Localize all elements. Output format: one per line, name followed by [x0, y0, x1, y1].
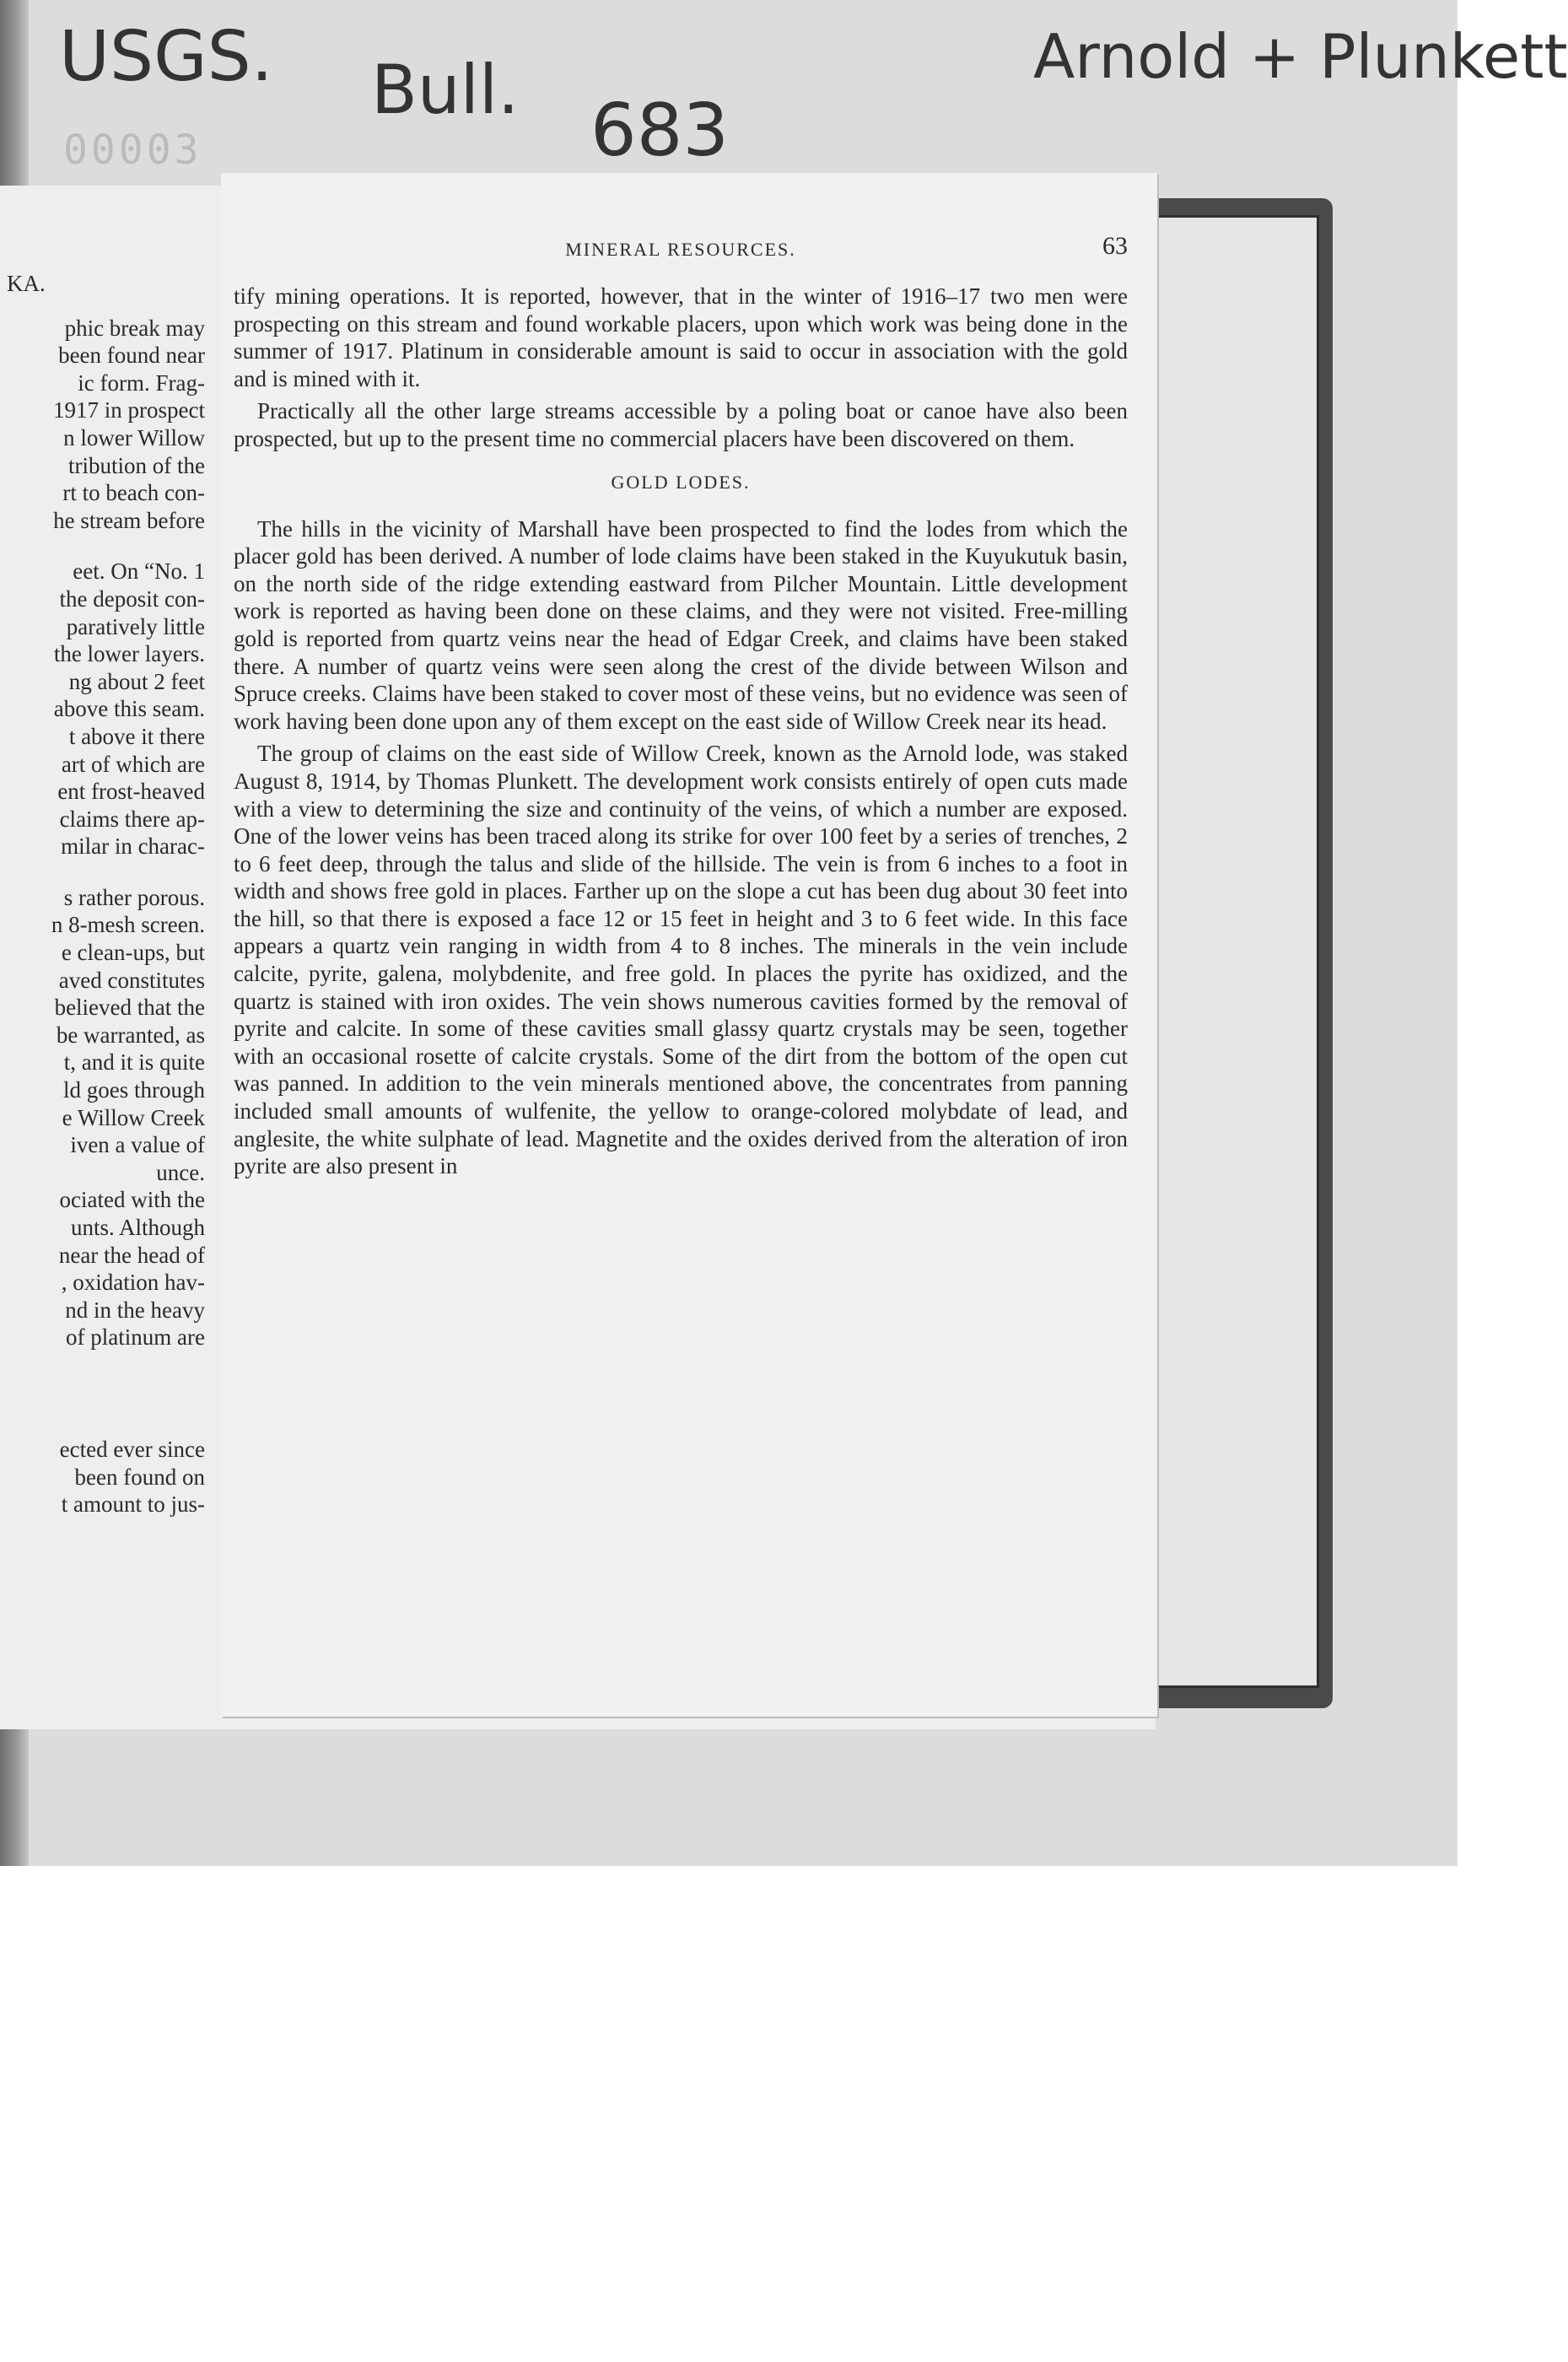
left-page-line: tribution of the [68, 452, 205, 478]
left-page-lines [7, 315, 205, 1518]
left-page-line: the deposit con- [59, 585, 205, 612]
left-page-line: nd in the heavy [65, 1297, 205, 1323]
left-page-line: ociated with the [59, 1187, 205, 1213]
left-page-line: the lower layers. [53, 641, 205, 667]
running-title: MINERAL RESOURCES. [565, 239, 796, 260]
page-number: 63 [1102, 232, 1128, 260]
left-page-line: near the head of [58, 1242, 205, 1268]
left-page-line: ic form. Frag- [78, 369, 205, 396]
handwritten-note: Arnold + Plunkett [1033, 21, 1568, 92]
left-page-line: ld goes through [63, 1077, 205, 1103]
left-page-gap [7, 534, 205, 558]
paragraph: The group of claims on the east side of Willow Creek, known as the Arnold lode, was staked August 8, 1914, by Thomas Plunkett. The development work consists entirely of open cuts made with a view to determining the size and continuity of the veins, of which a number are exposed. One of the lower veins has been traced along its strike for over 100 feet by a series of trenches, 2 to 6 feet deep, through the talus and slide of the hillside. The vein is from 6 inches to a foot in width and shows free gold in places. Farther up on the slope a cut has been dug about 30 feet into the hill, so that there is exposed a face 12 or 15 feet in height and 3 to 6 feet wide. In this face appears a quartz vein ranging in width from 4 to 8 inches. The minerals in the vein include calcite, pyrite, galena, molybdenite, and free gold. In places the pyrite has oxidized, and the quartz is stained with iron oxides. The vein shows numerous cavities formed by the removal of pyrite and calcite. In some of these cavities small glassy quartz crystals may be seen, together with an occasional rosette of calcite crystals. Some of the dirt from the bottom of the open cut was panned. In addition to the vein minerals mentioned above, the concentrates from panning included small amounts of wulfenite, the yellow to orange-colored molybdate of lead, and anglesite, the white sulphate of lead. Magnetite and the oxides derived from the alteration of iron pyrite are also present in [234, 741, 1128, 1179]
left-page-line: milar in charac- [61, 833, 205, 860]
left-page-line: s rather porous. [63, 884, 205, 910]
left-page-line: e clean-ups, but [61, 940, 205, 966]
left-page-gap [7, 1351, 205, 1436]
left-page-line: he stream before [53, 507, 205, 533]
section-heading: GOLD LODES. [611, 471, 751, 493]
left-page-line: unts. Although [70, 1215, 205, 1240]
left-page-line: , oxidation hav- [61, 1270, 205, 1296]
left-page-line: 1917 in prospect [53, 397, 205, 423]
left-page-line: aved constitutes [58, 967, 205, 993]
left-page-line: be warranted, as [56, 1022, 205, 1048]
left-page-line: e Willow Creek [62, 1104, 205, 1130]
left-page-line: t, and it is quite [63, 1049, 205, 1076]
left-page-line: been found near [58, 342, 205, 369]
main-page [221, 173, 1157, 1717]
main-page-content [234, 232, 1128, 1180]
left-page-line: t amount to jus- [61, 1491, 205, 1518]
left-page-line: unce. [156, 1159, 205, 1185]
left-page-line: of platinum are [66, 1324, 205, 1351]
left-page-text [7, 270, 205, 1518]
left-page-line: ent frost-heaved [57, 779, 205, 805]
paragraph: The hills in the vicinity of Marshall have been prospected to find the lodes from which the placer gold has been derived. A number of lode claims have been staked in the Kuyukutuk basin, on the north side of the ridge extending eastward from Pilcher Mountain. Little development work is reported as having been done on these claims, and they were not visited. Free-milling gold is reported from quartz veins near the head of Edgar Creek, and claims have been staked there. A number of quartz veins were seen along the crest of the divide between Wilson and Spruce creeks. Claims have been staked to cover most of these veins, but no evidence was seen of work having been done upon any of them except on the east side of Willow Creek near its head. [234, 515, 1128, 734]
left-page-line: t above it there [68, 723, 205, 749]
left-page-line: claims there ap- [59, 806, 205, 832]
left-page-line: art of which are [61, 751, 205, 777]
paragraph: tify mining operations. It is reported, however, that in the winter of 1916–17 two men were prospecting on this stream and found workable placers, upon which work was being done in the summer of 1917. Platinum in considerable amount is said to occur in association with the gold and is mined with it. [234, 283, 1128, 391]
left-page-line: rt to beach con- [62, 480, 205, 506]
left-page-line: been found on [74, 1464, 205, 1490]
running-head [234, 232, 1128, 272]
left-page-header: KA. [7, 271, 46, 296]
left-page-line: n lower Willow [63, 424, 205, 450]
left-page-gap [7, 860, 205, 884]
left-page-line: iven a value of [70, 1132, 205, 1158]
left-page-line: ng about 2 feet [68, 668, 205, 694]
left-page-line: paratively little [66, 613, 205, 639]
handwritten-bulletin-number: 683 [590, 89, 730, 173]
paragraph: Practically all the other large streams accessible by a poling boat or canoe have also been prospected, but up to the present time no commercial placers have been discovered on them. [234, 398, 1128, 451]
left-page-line: eet. On “No. 1 [73, 558, 205, 585]
left-page-line: believed that the [54, 995, 205, 1021]
book-back-page [1145, 215, 1319, 1688]
left-page-line: phic break may [64, 315, 205, 341]
left-page-line: above this seam. [53, 696, 205, 722]
left-page-line: n 8-mesh screen. [51, 912, 205, 938]
handwritten-series: USGS. [59, 17, 273, 97]
left-page-line: ected ever since [59, 1436, 205, 1462]
faint-stamp: 00003 [63, 127, 202, 174]
handwritten-bulletin: Bull. [371, 51, 520, 129]
